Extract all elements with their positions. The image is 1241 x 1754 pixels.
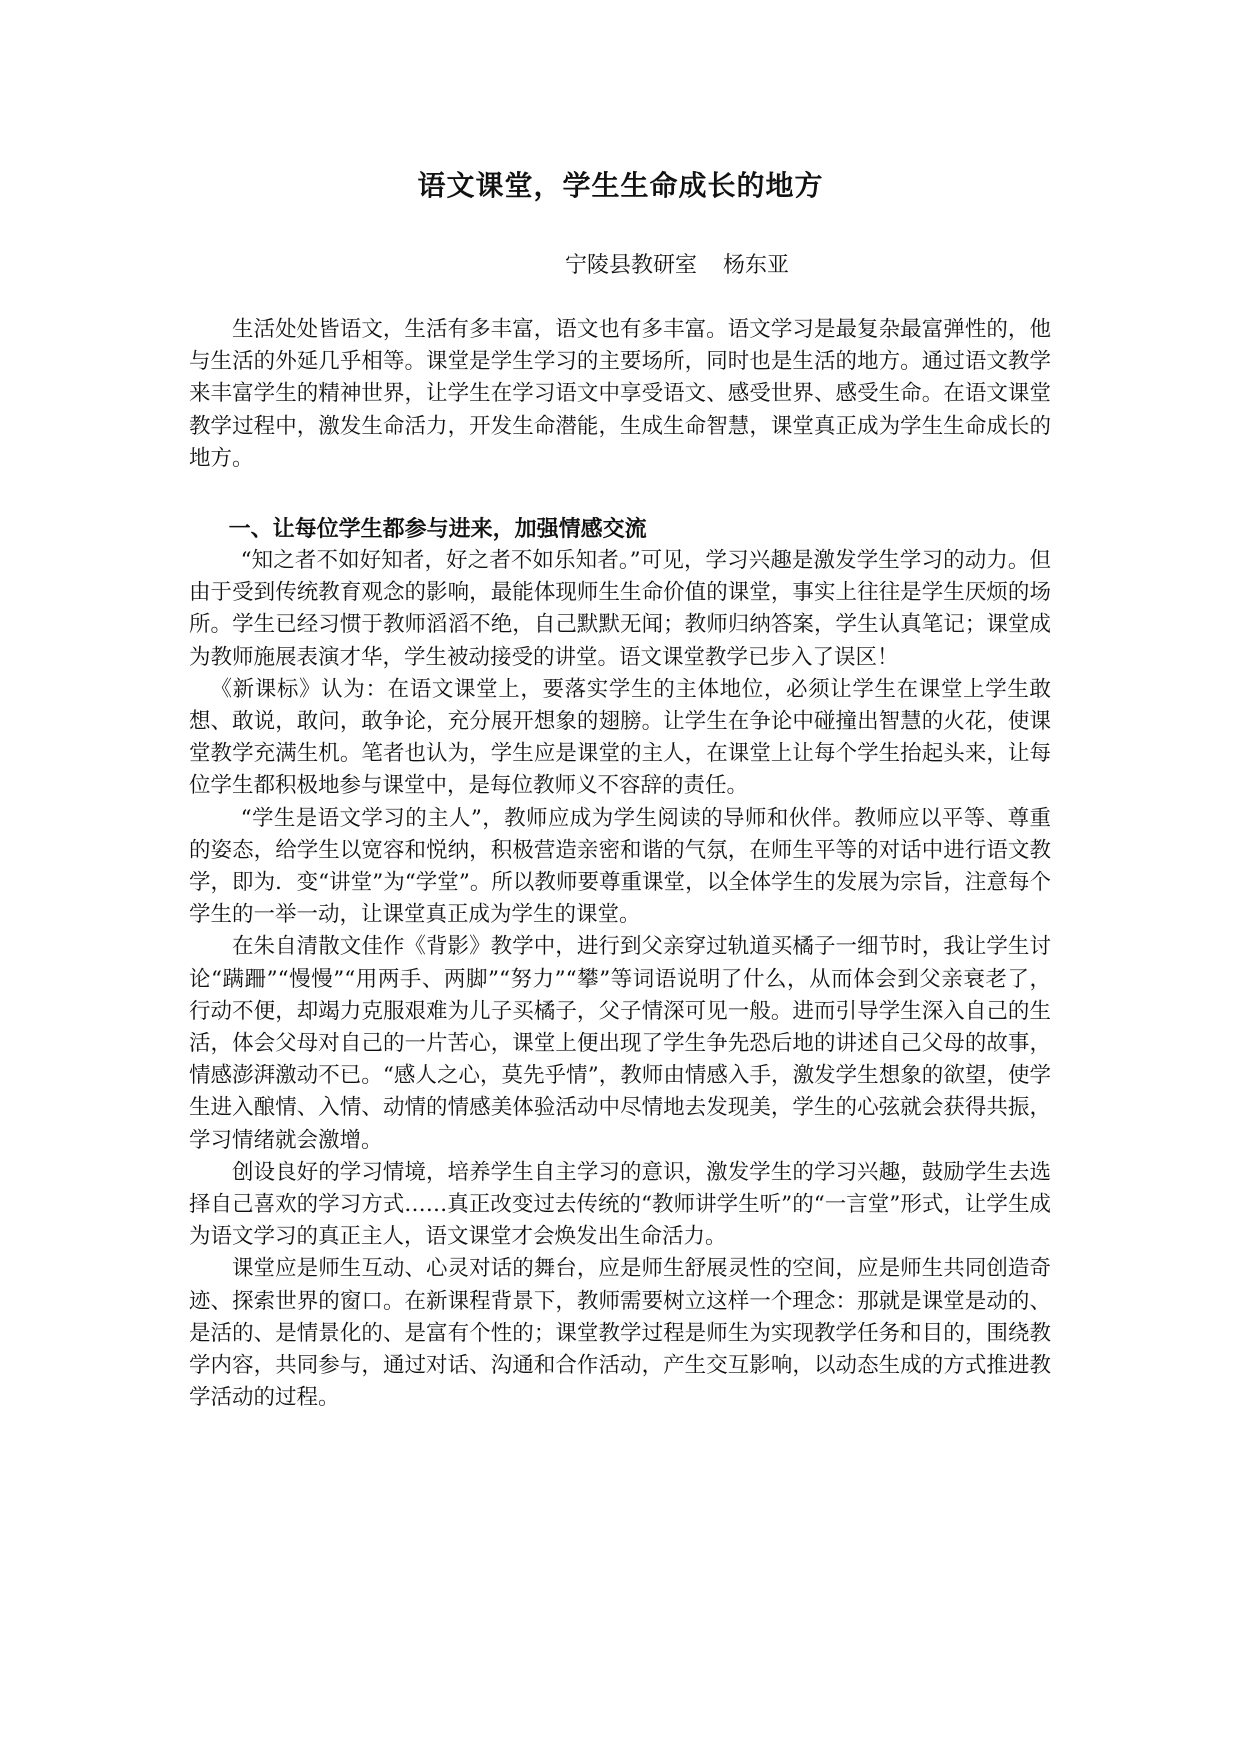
section-heading-1: 一、让每位学生都参与进来，加强情感交流: [228, 516, 647, 543]
intro-paragraph: 生活处处皆语文，生活有多丰富，语文也有多丰富。语文学习是最复杂最富弹性的，他与生活的外延几乎相等。课堂是学生学习的主要场所，同时也是生活的地方。通过语文教学来丰富学生的精神世界，让学生在学习语文中享受语文、感受世界、感受生命。在语文课堂教学过程中，激发生命活力，开发生命潜能，生成生命智慧，课堂真正成为学生生命成长的地方。: [189, 317, 1051, 471]
author-line: [565, 250, 789, 282]
author-org: 宁陵县教研室: [565, 253, 698, 278]
body-paragraph-1: “知之者不如好知者，好之者不如乐知者。”可见，学习兴趣是激发学生学习的动力。但由于受到传统教育观念的影响，最能体现师生生命价值的课堂，事实上往往是学生厌烦的场所。学生已经习惯于教师滔滔不绝，自己默默无闻；教师归纳答案，学生认真笔记；课堂成为教师施展表演才华，学生被动接受的讲堂。语文课堂教学已步入了误区！: [189, 548, 1051, 670]
document-title: 语文课堂，学生生命成长的地方: [417, 169, 824, 202]
body-paragraph-2: 《新课标》认为：在语文课堂上，要落实学生的主体地位，必须让学生在课堂上学生敢想、敢说，敢问，敢争论，充分展开想象的翅膀。让学生在争论中碰撞出智慧的火花，使课堂教学充满生机。笔者也认为，学生应是课堂的主人，在课堂上让每个学生抬起头来，让每位学生都积极地参与课堂中，是每位教师义不容辞的责任。: [189, 676, 1051, 799]
body-paragraph-4: 在朱自清散文佳作《背影》教学中，进行到父亲穿过轨道买橘子一细节时，我让学生讨论“蹒跚”“慢慢”“用两手、两脚”“努力”“攀”等词语说明了什么，从而体会到父亲衰老了，行动不便，却竭力克服艰难为儿子买橘子，父子情深可见一般。进而引导学生深入自己的生活，体会父母对自己的一片苦心，课堂上便出现了学生争先恐后地的讲述自己父母的故事，情感澎湃激动不已。“感人之心，莫先乎情”，教师由情感入手，激发学生想象的欲望，使学生进入酿情、入情、动情的情感美体验活动中尽情地去发现美，学生的心弦就会获得共振，学习情绪就会激增。: [189, 934, 1051, 1153]
body-paragraph-3: “学生是语文学习的主人”，教师应成为学生阅读的导师和伙伴。教师应以平等、尊重的姿态，给学生以宽容和悦纳，积极营造亲密和谐的气氛，在师生平等的对话中进行语文教学，即为．变“讲堂”为“学堂”。所以教师要尊重课堂，以全体学生的发展为宗旨，注意每个学生的一举一动，让课堂真正成为学生的课堂。: [189, 805, 1051, 928]
author-name: 杨东亚: [723, 253, 790, 278]
body-paragraph-5: 创设良好的学习情境，培养学生自主学习的意识，激发学生的学习兴趣，鼓励学生去选择自己喜欢的学习方式……真正改变过去传统的“教师讲学生听”的“一言堂”形式，让学生成为语文学习的真正主人，语文课堂才会焕发出生命活力。: [189, 1159, 1051, 1250]
document-body: [189, 314, 1051, 1415]
body-paragraph-6: 课堂应是师生互动、心灵对话的舞台，应是师生舒展灵性的空间，应是师生共同创造奇迹、探索世界的窗口。在新课程背景下，教师需要树立这样一个理念：那就是课堂是动的、是活的、是情景化的、是富有个性的；课堂教学过程是师生为实现教学任务和目的，围绕教学内容，共同参与，通过对话、沟通和合作活动，产生交互影响，以动态生成的方式推进教学活动的过程。: [189, 1256, 1051, 1411]
